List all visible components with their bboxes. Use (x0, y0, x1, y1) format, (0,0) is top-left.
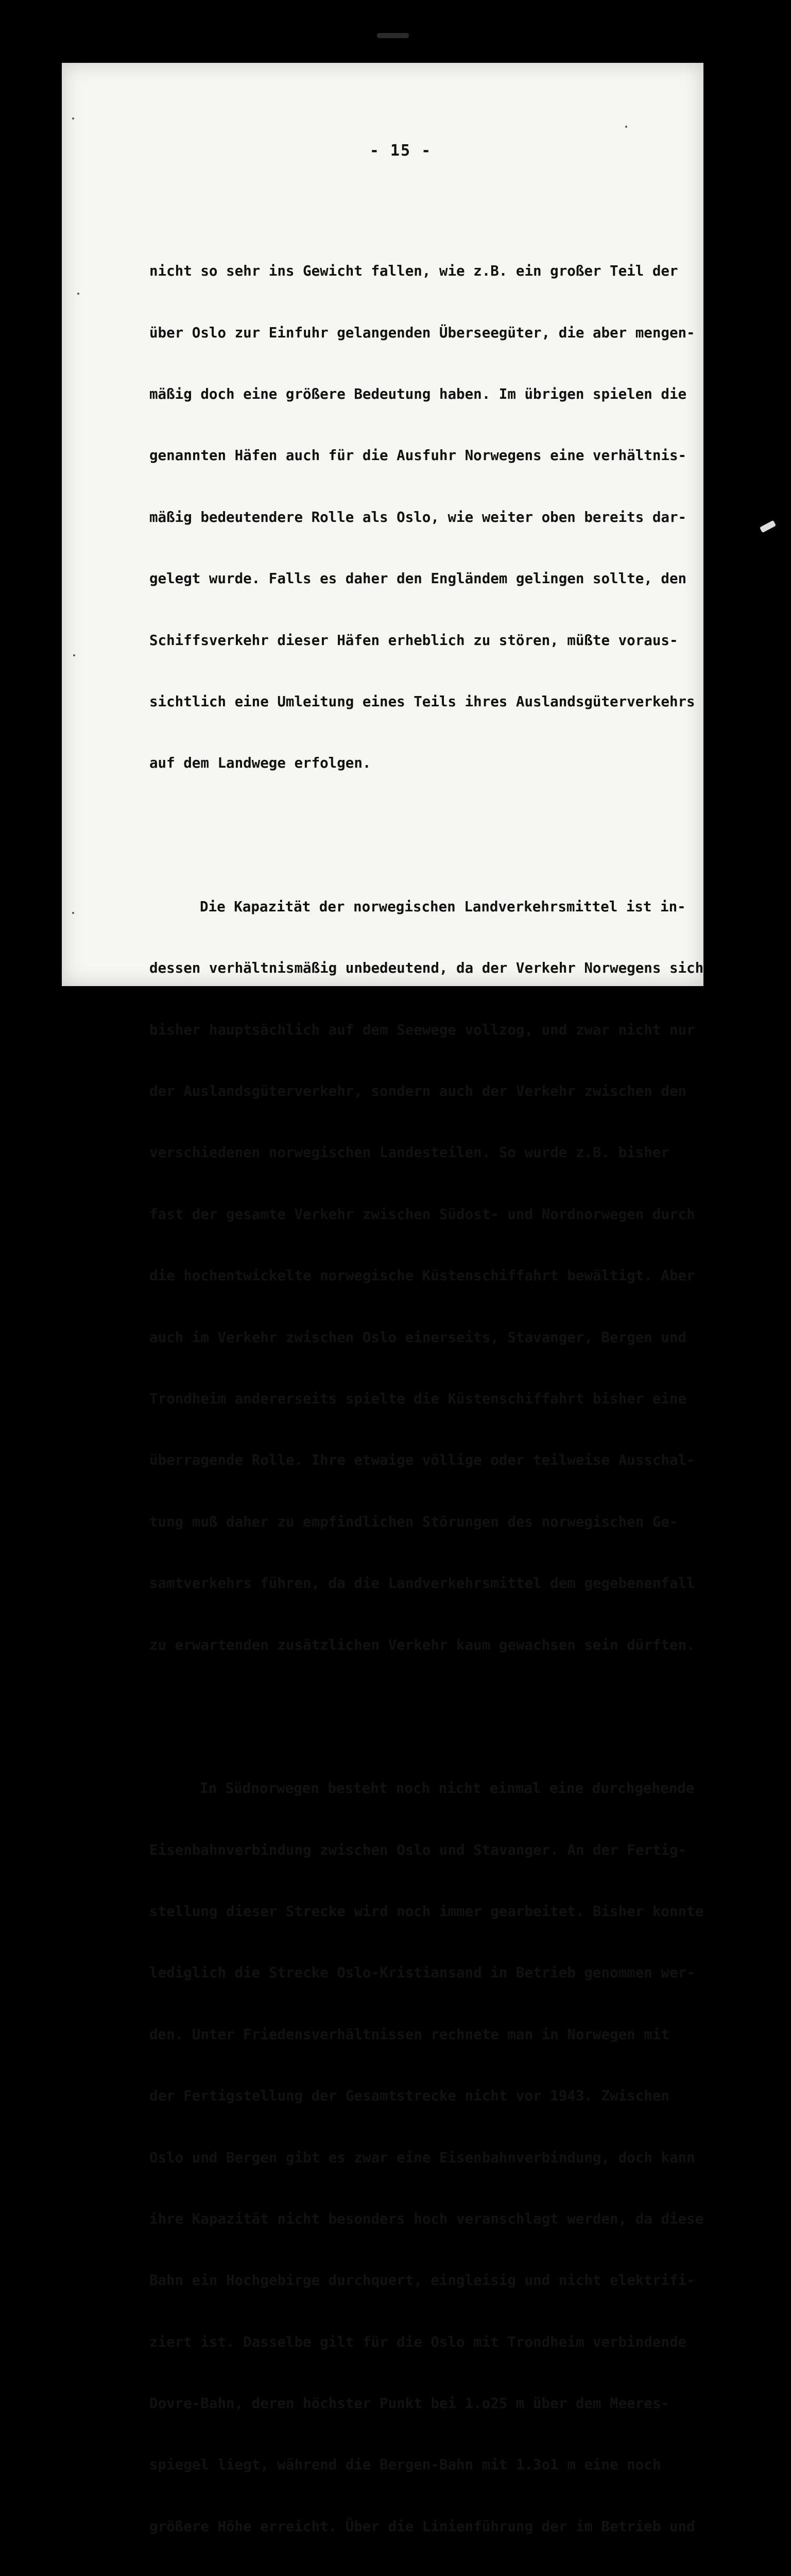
text-line: dessen verhältnismäßig unbedeutend, da der Verkehr Norwegens sich (149, 960, 704, 977)
text-line: zu erwartenden zusätzlichen Verkehr kaum gewachsen sein dürften. (149, 1636, 695, 1653)
text-line: lediglich die Strecke Oslo-Kristiansand in Betrieb genommen wer- (149, 1964, 695, 1981)
text-line: der Auslandsgüterverkehr, sondern auch der Verkehr zwischen den (149, 1083, 687, 1100)
text-line: ihre Kapazität nicht besonders hoch veranschlagt werden, da diese (149, 2210, 704, 2227)
text-line: samtverkehrs führen, da die Landverkehrsmittel dem gegebenenfall (149, 1575, 695, 1592)
paper-speck (77, 293, 79, 295)
paper-speck (72, 912, 74, 914)
text-line: die hochentwickelte norwegische Küstenschiffahrt bewältigt. Aber (149, 1267, 695, 1284)
text-line: spiegel liegt, während die Bergen-Bahn mit 1.3o1 m eine noch (149, 2456, 661, 2473)
text-line: Dovre-Bahn, deren höchster Punkt bei 1.o25 m über dem Meeres- (149, 2395, 669, 2412)
body-text (149, 179, 706, 2576)
paragraph-2 (149, 856, 706, 1697)
text-line: Schiffsverkehr dieser Häfen erheblich zu stören, müßte voraus- (149, 632, 678, 649)
film-edge-mark (760, 520, 776, 533)
text-line: der Fertigstellung der Gesamtstrecke nicht vor 1943. Zwischen (149, 2088, 669, 2105)
text-line: mäßig doch eine größere Bedeutung haben. Im übrigen spielen die (149, 385, 687, 402)
paper-speck (625, 126, 627, 128)
text-line: mäßig bedeutendere Rolle als Oslo, wie weiter oben bereits dar- (149, 509, 687, 526)
paragraph-3 (149, 1738, 706, 2576)
text-line: überragende Rolle. Ihre etwaige völlige oder teilweise Ausschal- (149, 1452, 695, 1469)
text-line: auf dem Landwege erfolgen. (149, 755, 371, 772)
page-number: - 15 - (369, 142, 432, 160)
text-line: Bahn ein Hochgebirge durchquert, eingleisig und nicht elektrifi- (149, 2272, 695, 2289)
text-line: den. Unter Friedensverhältnissen rechnete man in Norwegen mit (149, 2026, 669, 2043)
text-line: Oslo und Bergen gibt es zwar eine Eisenbahnverbindung, doch kann (149, 2149, 695, 2166)
text-line: auch im Verkehr zwischen Oslo einerseits, Stavanger, Bergen und (149, 1329, 687, 1346)
text-line: tung muß daher zu empfindlichen Störungen des norwegischen Ge- (149, 1513, 678, 1530)
text-line: gelegt wurde. Falls es daher den Engländem gelingen sollte, den (149, 570, 687, 587)
text-line: ziert ist. Dasselbe gilt für die Oslo mit Trondheim verbindende (149, 2333, 687, 2350)
text-line: stellung dieser Strecke wird noch immer gearbeitet. Bisher konnte (149, 1903, 704, 1920)
text-line: genannten Häfen auch für die Ausfuhr Norwegens eine verhältnis- (149, 447, 687, 464)
text-line: Trondheim andererseits spielte die Küstenschiffahrt bisher eine (149, 1391, 687, 1408)
text-line: größere Höhe erreicht. Über die Linienführung der im Betrieb und (149, 2518, 695, 2535)
paragraph-1 (149, 221, 706, 815)
text-line: fast der gesamte Verkehr zwischen Südost- und Nordnorwegen durch (149, 1206, 695, 1223)
text-line: In Südnorwegen besteht noch nicht einmal eine durchgehende (200, 1780, 695, 1797)
text-line: sichtlich eine Umleitung eines Teils ihres Auslandsgüterverkehrs (149, 693, 695, 710)
text-line: Eisenbahnverbindung zwischen Oslo und Stavanger. An der Fertig- (149, 1841, 687, 1858)
paper-speck (73, 654, 75, 656)
text-line: nicht so sehr ins Gewicht fallen, wie z.B. ein großer Teil der (149, 263, 678, 280)
text-line: bisher hauptsächlich auf dem Seewege vollzog, und zwar nicht nur (149, 1021, 695, 1038)
paper-speck (72, 117, 74, 120)
text-line: verschiedenen norwegischen Landesteilen. So wurde z.B. bisher (149, 1144, 669, 1161)
film-notch-mark (377, 33, 409, 38)
text-line: über Oslo zur Einfuhr gelangenden Überseegüter, die aber mengen- (149, 324, 695, 341)
text-line: Die Kapazität der norwegischen Landverkehrsmittel ist in- (200, 898, 686, 915)
